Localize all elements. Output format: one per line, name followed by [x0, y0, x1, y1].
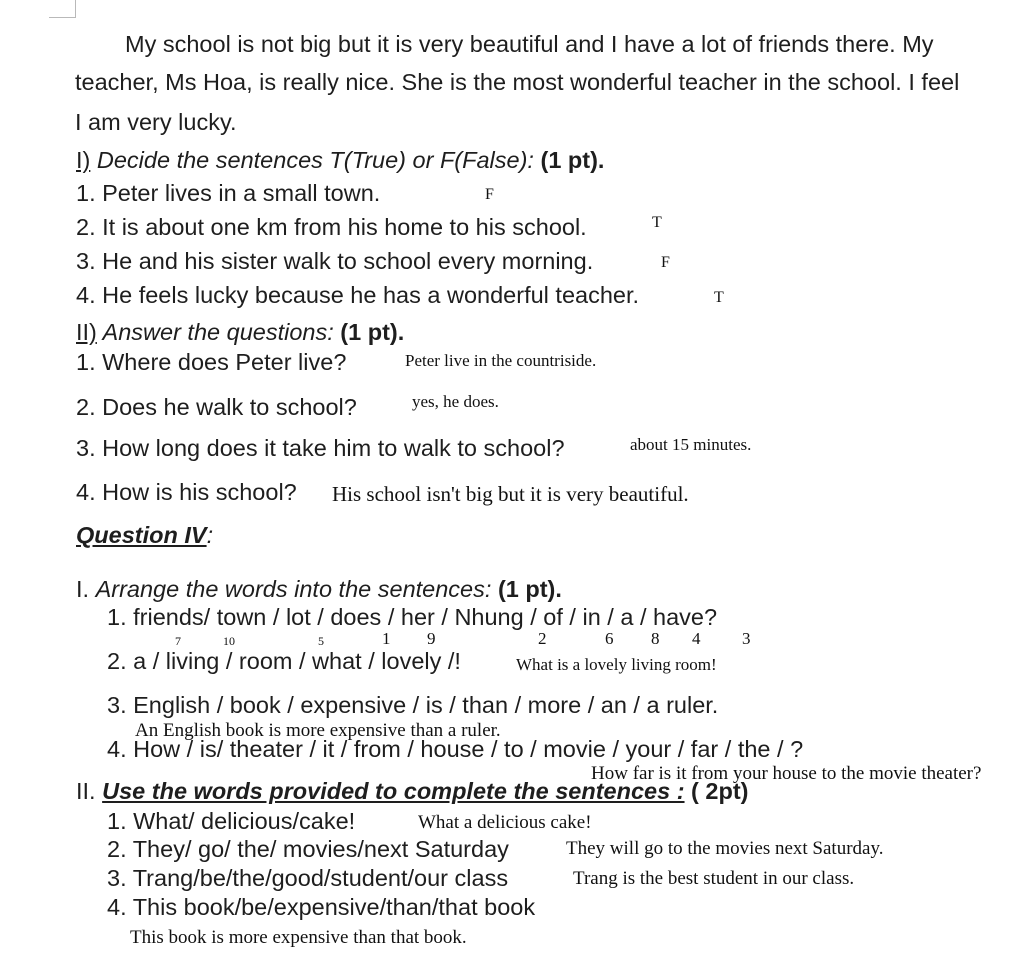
arrange-answer-2: What is a lovely living room!	[516, 655, 717, 674]
order-number: 7	[175, 634, 181, 648]
complete-answer-2: They will go to the movies next Saturday.	[566, 838, 884, 859]
arrange-item-1: 1. friends/ town / lot / does / her / Nhung / of / in / a / have?	[107, 604, 718, 630]
complete-item-1: 1. What/ delicious/cake!	[107, 808, 356, 834]
passage-line-2: teacher, Ms Hoa, is really nice. She is the most wonderful teacher in the school. I feel	[75, 69, 960, 95]
part-1-heading	[76, 578, 562, 602]
section-1-heading	[76, 149, 604, 173]
complete-item-3: 3. Trang/be/the/good/student/our class	[107, 865, 509, 891]
order-number: 8	[651, 629, 660, 648]
section-1-title: Decide the sentences T(True) or F(False):	[90, 147, 534, 173]
part-2-title: Use the words provided to complete the sentences :	[102, 778, 685, 804]
question-item-4: 4. How is his school?	[76, 479, 297, 505]
part-1-label: I.	[76, 576, 96, 602]
part-1-title: Arrange the words into the sentences:	[95, 576, 492, 602]
tf-answer-4: T	[714, 289, 724, 306]
tf-item-4: 4. He feels lucky because he has a wonderful teacher.	[76, 282, 640, 308]
tf-item-3: 3. He and his sister walk to school every morning.	[76, 248, 594, 274]
order-number: 5	[318, 634, 324, 648]
order-number: 9	[427, 629, 436, 648]
question-item-2: 2. Does he walk to school?	[76, 394, 357, 420]
order-number: 10	[223, 634, 235, 648]
question-item-3: 3. How long does it take him to walk to school?	[76, 435, 565, 461]
section-2-points: (1 pt).	[333, 319, 405, 345]
section-1-number: I)	[76, 147, 91, 173]
question-item-1: 1. Where does Peter live?	[76, 349, 347, 375]
order-number: 6	[605, 629, 614, 648]
arrange-item-4: 4. How / is/ theater / it / from / house / to / movie / your / far / the / ?	[107, 736, 804, 762]
part-2-points: ( 2pt)	[684, 778, 749, 804]
question-iv-heading	[76, 524, 213, 548]
complete-item-4: 4. This book/be/expensive/than/that book	[107, 894, 536, 920]
part-2-label: II.	[76, 778, 96, 804]
order-number: 4	[692, 629, 701, 648]
tf-answer-1: F	[485, 186, 494, 203]
complete-answer-3: Trang is the best student in our class.	[573, 868, 855, 889]
tf-answer-2: T	[652, 214, 662, 231]
arrange-answer-4: How far is it from your house to the movie theater?	[591, 763, 982, 784]
passage-line-3: I am very lucky.	[75, 109, 237, 135]
arrange-answer-3: An English book is more expensive than a ruler.	[135, 720, 501, 741]
part-2-heading	[76, 780, 749, 804]
tf-item-1: 1. Peter lives in a small town.	[76, 180, 381, 206]
order-number: 1	[382, 629, 391, 648]
tf-answer-3: F	[661, 254, 670, 271]
section-2-number: II)	[76, 319, 97, 345]
arrange-item-3: 3. English / book / expensive / is / than / more / an / a ruler.	[107, 692, 719, 718]
order-number: 2	[538, 629, 547, 648]
question-answer-1: Peter live in the countriside.	[405, 351, 597, 370]
question-answer-2: yes, he does.	[412, 392, 499, 411]
question-answer-4: His school isn't big but it is very beautiful.	[332, 482, 689, 506]
question-iv-title: Question IV	[76, 522, 207, 548]
complete-item-2: 2. They/ go/ the/ movies/next Saturday	[107, 836, 509, 862]
question-iv-colon: :	[206, 522, 214, 548]
part-1-points: (1 pt).	[491, 576, 562, 602]
page-corner-mark	[75, 0, 76, 18]
arrange-item-2: 2. a / living / room / what / lovely /!	[107, 648, 461, 674]
question-answer-3: about 15 minutes.	[630, 435, 752, 454]
complete-answer-4: This book is more expensive than that book.	[130, 927, 467, 948]
passage-line-1: My school is not big but it is very beautiful and I have a lot of friends there. My	[125, 31, 934, 57]
section-2-title: Answer the questions:	[96, 319, 334, 345]
order-number: 3	[742, 629, 751, 648]
page-corner-mark	[49, 17, 76, 18]
section-2-heading	[76, 321, 404, 345]
section-1-points: (1 pt).	[533, 147, 605, 173]
tf-item-2: 2. It is about one km from his home to his school.	[76, 214, 587, 240]
complete-answer-1: What a delicious cake!	[418, 812, 592, 833]
